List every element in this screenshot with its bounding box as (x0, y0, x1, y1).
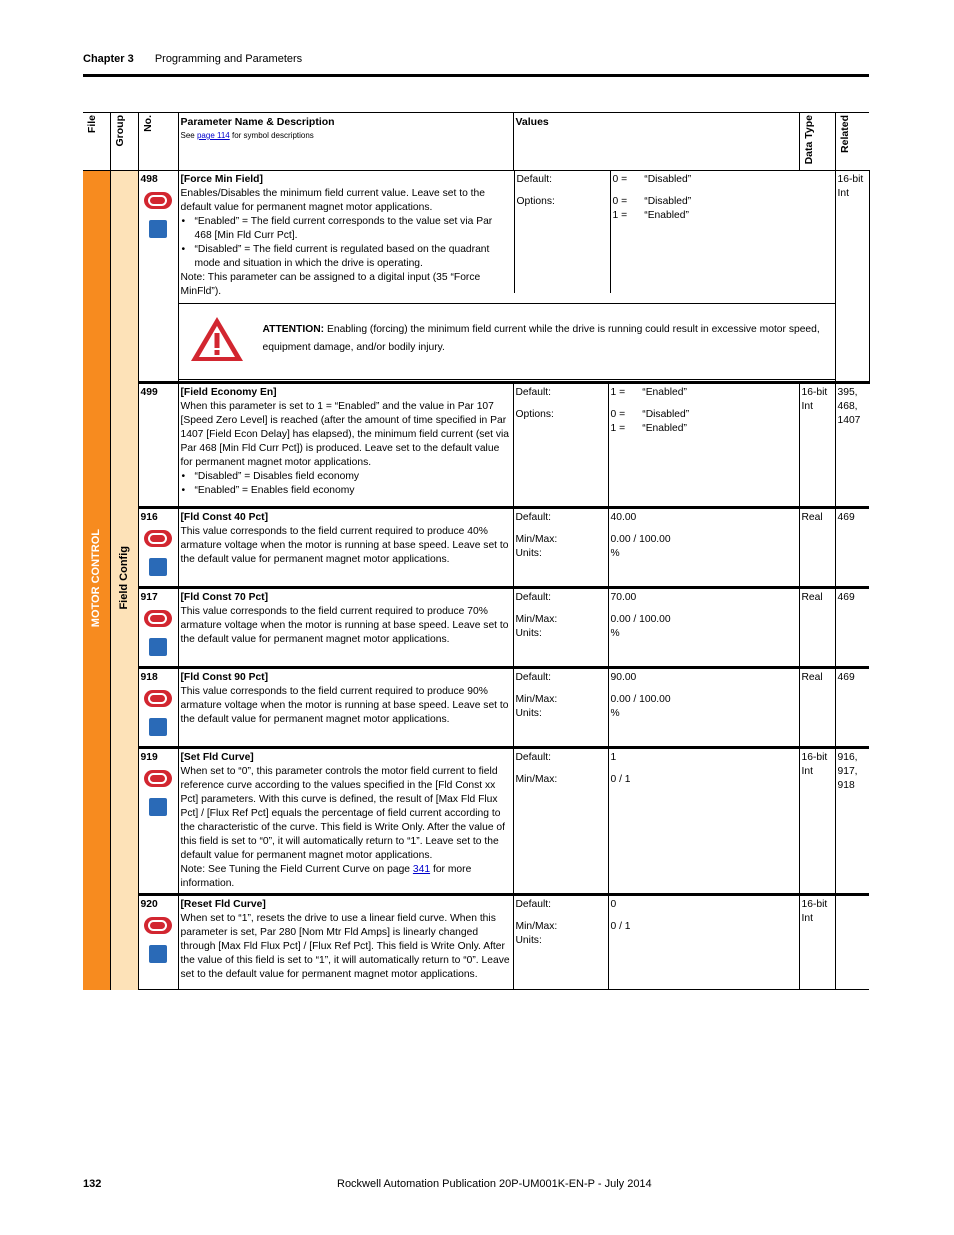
list-item: • “Disabled” = The field current is regulated based on the quadrant mode and situation in which the drive is operating. (195, 243, 512, 271)
drive-status-icon (149, 558, 167, 576)
data-type-cell: Real (799, 508, 835, 588)
values-values: 0 0 / 1 (610, 899, 631, 933)
parameter-row (83, 588, 869, 668)
read-write-icon (144, 192, 172, 209)
chapter-label: Chapter 3 (83, 53, 134, 65)
col-related: Related (835, 113, 869, 171)
page-link[interactable]: 341 (412, 864, 431, 876)
attention-box: ATTENTION: Enabling (forcing) the minimum field current while the drive is running could result in excessive motor speed, equipment damage, and/or bodily injury. (179, 303, 835, 380)
param-options-list (181, 470, 511, 498)
data-type-cell: Real (799, 588, 835, 668)
values-values: 1 = “Enabled” 0 = “Disabled” 1 = “Enabled” (610, 387, 690, 435)
param-name: [Fld Const 40 Pct] (180, 512, 269, 524)
col-name: Parameter Name & Description See page 114 for symbol descriptions (178, 113, 513, 171)
values-labels: Default: Min/Max: Units: (515, 592, 558, 640)
values-cell (608, 508, 799, 588)
param-detail-cell (178, 895, 513, 990)
table-header-row (83, 113, 869, 171)
related-cell (835, 895, 869, 990)
values-values: 40.00 0.00 / 100.00 % (610, 512, 671, 560)
values-label-cell (513, 508, 608, 588)
values-cell (608, 748, 799, 895)
values-labels: Default: Min/Max: Units: (515, 512, 558, 560)
related-cell: 469 (835, 668, 869, 748)
col-values: Values (513, 113, 799, 171)
read-write-icon (144, 770, 172, 787)
list-item: • “Enabled” = Enables field economy (195, 484, 511, 498)
param-number-cell: 919 (138, 748, 178, 895)
page-link[interactable]: page 114 (196, 131, 230, 140)
group-cell: Field Config (110, 171, 138, 990)
values-values: 0 = “Disabled” 0 = “Disabled” 1 = “Enabled” (612, 174, 692, 222)
related-cell: 395, 468, 1407 (835, 383, 869, 508)
param-detail-cell (178, 383, 513, 508)
drive-status-icon (149, 945, 167, 963)
read-write-icon (144, 530, 172, 547)
values-values: 70.00 0.00 / 100.00 % (610, 592, 671, 640)
values-labels: Default: Min/Max: Units: (515, 899, 558, 947)
related-cell: 469 (835, 588, 869, 668)
values-cell (608, 588, 799, 668)
list-item: • “Enabled” = The field current corresponds to the value set via Par 468 [Min Fld Curr Pct]. (195, 215, 512, 243)
col-no: No. (138, 113, 178, 171)
param-number-cell: 918 (138, 668, 178, 748)
drive-status-icon (149, 638, 167, 656)
param-description: This value corresponds to the field current required to produce 40% armature voltage when the motor is running at base speed. Leave set to the default value for permanent magnet motor applications. (180, 526, 509, 566)
param-note: Note: This parameter can be assigned to a digital input (35 “Force MinFld”). (180, 272, 481, 298)
read-write-icon (144, 917, 172, 934)
values-label-cell (513, 748, 608, 895)
col-datatype: Data Type (799, 113, 835, 171)
drive-status-icon (149, 718, 167, 736)
parameter-row (83, 668, 869, 748)
param-name: [Fld Const 70 Pct] (180, 592, 269, 604)
values-label-cell (513, 588, 608, 668)
param-detail-cell (178, 171, 835, 383)
section-title: Programming and Parameters (154, 53, 303, 65)
values-cell (608, 668, 799, 748)
values-label-cell (513, 895, 608, 990)
data-type-cell: 16-bit Int (799, 895, 835, 990)
param-detail-cell (178, 668, 513, 748)
parameter-row (83, 895, 869, 990)
param-detail-cell (178, 748, 513, 895)
data-type-cell: 16-bit Int (835, 171, 869, 383)
values-values: 1 0 / 1 (610, 752, 631, 786)
param-number-cell: 920 (138, 895, 178, 990)
values-cell (608, 895, 799, 990)
param-name: [Set Fld Curve] (180, 752, 254, 764)
param-description: This value corresponds to the field current required to produce 70% armature voltage when the motor is running at base speed. Leave set to the default value for permanent magnet motor applications. (180, 606, 509, 646)
data-type-cell: 16-bit Int (799, 748, 835, 895)
values-labels: Default: Min/Max: (515, 752, 558, 786)
read-write-icon (144, 690, 172, 707)
list-item: • “Disabled” = Disables field economy (195, 470, 511, 484)
warning-triangle-icon (189, 314, 245, 364)
parameter-row (83, 171, 869, 383)
values-label-cell (513, 383, 608, 508)
parameter-table (83, 112, 869, 990)
parameter-row (83, 383, 869, 508)
param-name: [Force Min Field] (180, 174, 263, 186)
values-labels: Default: Options: (515, 387, 554, 421)
drive-status-icon (149, 220, 167, 238)
values-label-cell (513, 668, 608, 748)
param-number-cell: 916 (138, 508, 178, 588)
param-number-cell: 498 (138, 171, 178, 383)
param-name: [Reset Fld Curve] (180, 899, 266, 911)
related-cell: 916, 917, 918 (835, 748, 869, 895)
param-number-cell: 917 (138, 588, 178, 668)
col-file: File (83, 113, 110, 171)
values-values: 90.00 0.00 / 100.00 % (610, 672, 671, 720)
param-description: Enables/Disables the minimum field current value. Leave set to the default value for permanent magnet motor applications. (180, 188, 485, 214)
header-rule (83, 74, 869, 77)
related-cell: 469 (835, 508, 869, 588)
parameter-row (83, 748, 869, 895)
values-cell (608, 383, 799, 508)
values-labels: Default: Options: (516, 174, 555, 208)
param-description: When set to “1”, resets the drive to use a linear field curve. When this parameter is set, Par 280 [Nom Mtr Fld Amps] is linearly changed through [Max Fld Flux Pct] / [Flux Ref Pct]. This field is Write Only. After the value of this field is set to “1”, it will automatically return to “0”. Leave set to the default value for permanent magnet motor applications. (180, 913, 510, 981)
drive-status-icon (149, 798, 167, 816)
values-labels: Default: Min/Max: Units: (515, 672, 558, 720)
param-detail-cell (178, 508, 513, 588)
publication-footer: Rockwell Automation Publication 20P-UM001K-EN-P - July 2014 (337, 1178, 652, 1190)
running-header (83, 53, 302, 65)
param-note: Note: See Tuning the Field Current Curve on page 341 for more information. (180, 864, 472, 890)
param-options-list (181, 215, 512, 271)
page-number: 132 (83, 1178, 102, 1190)
param-description: When set to “0”, this parameter controls the motor field current to field reference curve according to the values specified in the [Fld Const xx Pct] parameters. With this curve is defined, the result of [Max Fld Flux Pct] / [Flux Ref Pct] equals the percentage of field current according to the characteristic of the curve. This field is Write Only. After the value of this field is set to “0”, it will automatically return to “1”. Leave set to the default value for permanent magnet motor applications. (180, 766, 505, 862)
col-group: Group (110, 113, 138, 171)
file-cell: MOTOR CONTROL (83, 171, 110, 990)
param-name: [Fld Const 90 Pct] (180, 672, 269, 684)
parameter-row (83, 508, 869, 588)
param-name: [Field Economy En] (180, 387, 277, 399)
data-type-cell: 16-bit Int (799, 383, 835, 508)
data-type-cell: Real (799, 668, 835, 748)
param-number-cell: 499 (138, 383, 178, 508)
param-description: This value corresponds to the field current required to produce 90% armature voltage when the motor is running at base speed. Leave set to the default value for permanent magnet motor applications. (180, 686, 509, 726)
param-detail-cell (178, 588, 513, 668)
param-description: When this parameter is set to 1 = “Enabled” and the value in Par 107 [Speed Zero Level] is reached (after the amount of time specified in Par 1407 [Field Econ Delay] has elapsed), the minimum field current (set via Par 468 [Min Fld Curr Pct]) is produced. Leave set to the default value for permanent magnet motor applications. (180, 401, 510, 469)
read-write-icon (144, 610, 172, 627)
